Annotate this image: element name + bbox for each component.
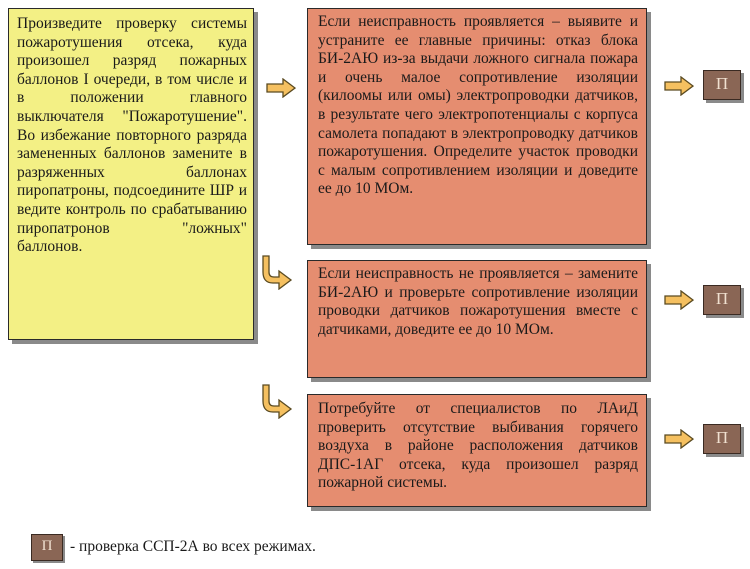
legend-symbol: П	[31, 534, 63, 561]
legend-text: - проверка ССП-2А во всех режимах.	[70, 538, 316, 555]
initial-check-text: Произведите проверку системы пожаротушения отсека, куда произошел разряд пожарных баллонов I очереди, в том числе и в положении главного выключателя "Пожаротушение". Во избежание повторного разряда замененных баллонов замените в разряженных баллонах пиропатроны, подсоедините ШР и ведите контроль по срабатыванию пиропатронов "ложных" баллонов.	[17, 15, 247, 256]
p-check-box: П	[703, 70, 741, 100]
hot-air-check-box	[307, 394, 647, 507]
p-check-box: П	[703, 285, 741, 315]
arrow-right-icon	[266, 78, 296, 98]
arrow-right-icon	[664, 76, 694, 96]
fault-present-box	[307, 8, 647, 245]
arrow-right-icon	[664, 429, 694, 449]
initial-check-box	[8, 8, 254, 340]
arrow-right-icon	[664, 290, 694, 310]
fault-absent-text: Если неисправность не проявляется – замените БИ-2АЮ и проверьте сопротивление изоляции проводки датчиков пожаротушения вместе с датчиками, доведите ее до 10 МОм.	[318, 265, 638, 338]
hot-air-check-text: Потребуйте от специалистов по ЛАиД проверить отсутствие выбивания горячего воздуха в районе расположения датчиков ДПС-1АГ отсека, куда произошел разряд пожарной системы.	[318, 400, 638, 492]
curved-arrow-icon	[258, 383, 294, 419]
fault-present-text: Если неисправность проявляется – выявите и устраните ее главные причины: отказ блока БИ-2АЮ из-за выдачи ложного сигнала пожара и очень малое сопротивление изоляции (килоомы или омы) электропроводки датчиков, в результате чего электропотенциалы с корпуса самолета попадают в электропроводку датчиков пожаротушения. Определите участок проводки с малым сопротивлением изоляции и доведите ее до 10 МОм.	[318, 13, 638, 198]
fault-absent-box	[307, 260, 647, 378]
curved-arrow-icon	[258, 254, 294, 290]
p-check-box: П	[703, 424, 741, 454]
